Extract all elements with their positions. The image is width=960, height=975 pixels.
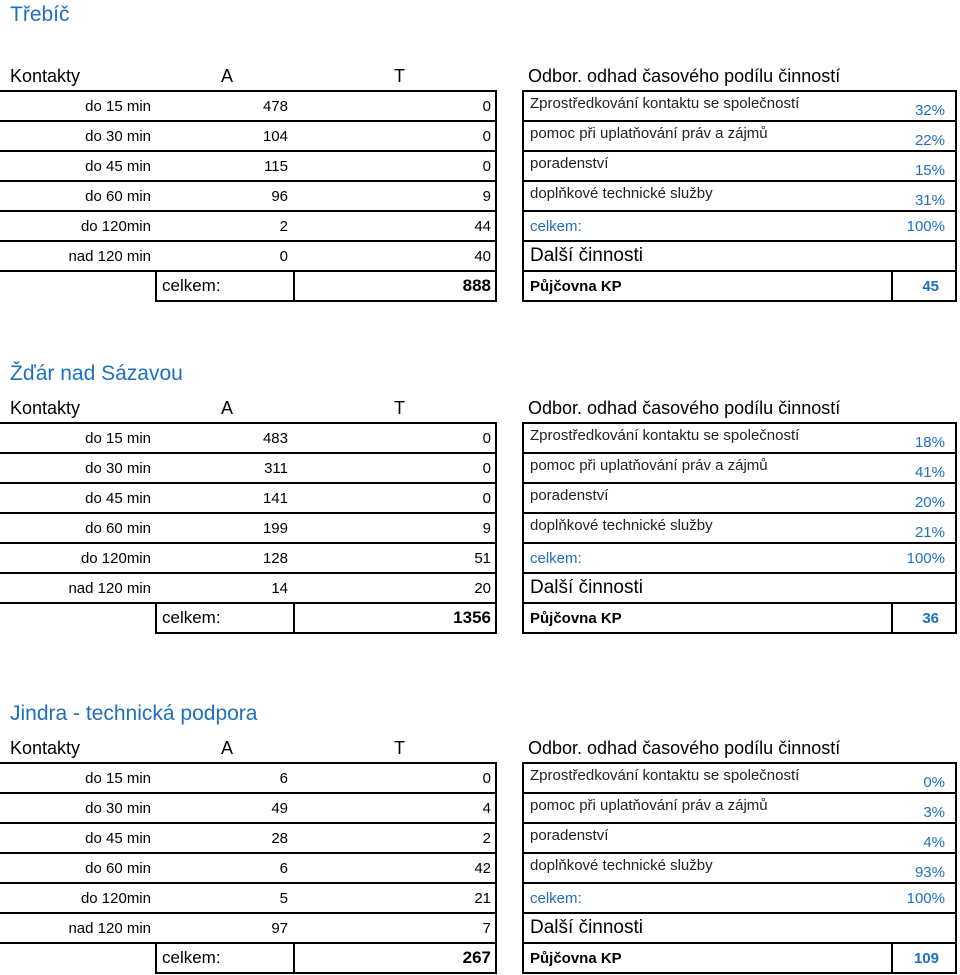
contact-count-a: 6 [279,769,288,787]
contacts-header: Kontakty [10,398,81,418]
other-activities-heading-row [522,572,957,602]
contact-count-a: 478 [262,97,288,115]
contact-count-t: 4 [482,799,491,817]
contact-row [0,882,497,912]
contact-row [0,542,497,572]
section-zdar-nad-sazavou [0,362,960,634]
contacts-total-label: celkem: [155,604,293,634]
activities-total-label: celkem: [530,549,582,567]
activity-row [522,762,957,792]
activity-share-header: Odbor. odhad časového podílu činností [528,738,841,758]
contacts-total-label: celkem: [155,944,293,974]
contact-interval-label: do 60 min [85,187,151,205]
activity-row [522,180,957,210]
contact-interval-label: do 45 min [85,157,151,175]
contacts-total-row [0,942,497,974]
activity-share-header: Odbor. odhad časového podílu činností [528,66,841,86]
activity-share: 41% [914,464,945,481]
contact-count-t: 51 [474,549,491,567]
contact-interval-label: nad 120 min [68,579,151,597]
column-a-header: A [221,398,234,418]
contact-count-a: 141 [262,489,288,507]
contact-count-t: 9 [482,519,491,537]
activities-total-row [522,210,957,240]
contact-interval-label: do 45 min [85,489,151,507]
activity-share-header: Odbor. odhad časového podílu činností [528,398,841,418]
activity-share: 18% [914,434,945,451]
other-activities-heading-row [522,240,957,270]
activity-table [522,762,957,974]
other-activities-heading: Další činnosti [530,577,643,598]
activity-row [522,512,957,542]
activity-share: 93% [914,864,945,881]
activity-share: 22% [914,132,945,149]
contacts-total-label: celkem: [155,272,293,302]
contact-count-a: 97 [271,919,288,937]
activity-share: 15% [914,162,945,179]
section-title: Žďár nad Sázavou [10,362,183,385]
contact-count-t: 9 [482,187,491,205]
contact-count-t: 21 [474,889,491,907]
contact-count-a: 115 [264,157,288,175]
activity-table [522,90,957,302]
contact-count-t: 0 [482,97,491,115]
contact-count-t: 7 [482,919,491,937]
other-activity-label: Půjčovna KP [524,944,893,972]
activity-row [522,422,957,452]
contacts-total-value: 267 [293,944,497,974]
contact-interval-label: do 15 min [85,429,151,447]
activities-total-label: celkem: [530,889,582,907]
activity-share: 20% [914,494,945,511]
other-activities-heading: Další činnosti [530,917,643,938]
column-a-header: A [221,738,234,758]
activity-label: doplňkové technické služby [530,517,713,534]
activities-total-value: 100% [906,217,945,235]
other-activity-row [522,270,957,302]
contact-count-t: 0 [482,157,491,175]
contact-interval-label: do 30 min [85,799,151,817]
total-row-spacer [0,944,155,974]
contact-count-a: 49 [271,799,288,817]
activity-share: 0% [923,774,945,791]
contact-count-t: 40 [474,247,491,265]
contact-interval-label: nad 120 min [68,247,151,265]
contact-row [0,150,497,180]
contact-count-t: 20 [474,579,491,597]
activity-row [522,120,957,150]
contacts-table [0,90,497,302]
activity-label: Zprostředkování kontaktu se společností [530,427,800,444]
column-t-header: T [394,398,405,418]
activity-row [522,482,957,512]
other-activities-heading-row [522,912,957,942]
activity-label: pomoc při uplatňování práv a zájmů [530,797,768,814]
contact-interval-label: do 60 min [85,519,151,537]
contact-count-t: 2 [482,829,491,847]
other-activity-value: 45 [922,277,939,295]
contact-row [0,180,497,210]
activity-row [522,792,957,822]
contact-count-a: 199 [262,519,288,537]
section-trebic [0,3,960,302]
contact-row [0,852,497,882]
section-jindra-technical-support [0,702,960,974]
contact-interval-label: do 120min [80,217,151,235]
total-row-spacer [0,604,155,634]
contacts-table [0,762,497,974]
activity-label: Zprostředkování kontaktu se společností [530,767,800,784]
section-title: Jindra - technická podpora [10,702,258,725]
activities-total-row [522,542,957,572]
contact-count-a: 28 [271,829,288,847]
activity-label: doplňkové technické služby [530,857,713,874]
contact-count-a: 104 [262,127,288,145]
contact-interval-label: do 120min [80,889,151,907]
contact-count-a: 128 [262,549,288,567]
activity-row [522,452,957,482]
contact-row [0,452,497,482]
contact-row [0,912,497,942]
contact-row [0,482,497,512]
activity-label: poradenství [530,487,609,504]
contact-interval-label: do 30 min [85,127,151,145]
other-activity-label: Půjčovna KP [524,272,893,300]
activity-label: poradenství [530,827,609,844]
other-activity-row [522,942,957,974]
other-activity-value: 36 [922,609,939,627]
contact-count-a: 311 [264,459,288,477]
activity-share: 32% [914,102,945,119]
contacts-total-row [0,602,497,634]
contact-row [0,210,497,240]
contact-count-a: 0 [279,247,288,265]
total-row-spacer [0,272,155,302]
activity-row [522,150,957,180]
contact-count-a: 483 [262,429,288,447]
activity-row [522,822,957,852]
contacts-table [0,422,497,634]
activity-row [522,90,957,120]
contact-count-t: 42 [474,859,491,877]
contacts-total-value: 888 [293,272,497,302]
contact-count-t: 0 [482,489,491,507]
contact-row [0,762,497,792]
contact-row [0,422,497,452]
contact-interval-label: nad 120 min [68,919,151,937]
activity-share: 3% [923,804,945,821]
activity-table [522,422,957,634]
contact-interval-label: do 15 min [85,97,151,115]
contact-row [0,572,497,602]
contact-count-a: 14 [271,579,288,597]
activities-total-row [522,882,957,912]
contact-row [0,822,497,852]
contact-count-t: 0 [482,769,491,787]
column-t-header: T [394,738,405,758]
activity-label: doplňkové technické služby [530,185,713,202]
contact-count-a: 96 [271,187,288,205]
contact-interval-label: do 30 min [85,459,151,477]
contacts-total-row [0,270,497,302]
activity-label: poradenství [530,155,609,172]
contacts-header: Kontakty [10,738,81,758]
activities-total-value: 100% [906,889,945,907]
other-activity-label: Půjčovna KP [524,604,893,632]
column-a-header: A [221,66,234,86]
contact-count-a: 2 [279,217,288,235]
contact-row [0,792,497,822]
activity-row [522,852,957,882]
contact-count-t: 44 [474,217,491,235]
contact-count-a: 6 [279,859,288,877]
column-t-header: T [394,66,405,86]
contact-count-t: 0 [482,429,491,447]
contact-count-t: 0 [482,459,491,477]
contact-row [0,240,497,270]
contact-count-t: 0 [482,127,491,145]
activity-label: pomoc při uplatňování práv a zájmů [530,457,768,474]
section-title: Třebíč [10,3,70,26]
activity-share: 4% [923,834,945,851]
contact-row [0,512,497,542]
contact-interval-label: do 45 min [85,829,151,847]
other-activities-heading: Další činnosti [530,245,643,266]
other-activity-row [522,602,957,634]
contact-row [0,90,497,120]
other-activity-value: 109 [913,949,939,967]
contacts-header: Kontakty [10,66,81,86]
contact-row [0,120,497,150]
contact-interval-label: do 120min [80,549,151,567]
contact-interval-label: do 60 min [85,859,151,877]
contact-interval-label: do 15 min [85,769,151,787]
activity-label: Zprostředkování kontaktu se společností [530,95,800,112]
activities-total-value: 100% [906,549,945,567]
activity-label: pomoc při uplatňování práv a zájmů [530,125,768,142]
activities-total-label: celkem: [530,217,582,235]
contact-count-a: 5 [279,889,288,907]
contacts-total-value: 1356 [293,604,497,634]
activity-share: 21% [914,524,945,541]
activity-share: 31% [914,192,945,209]
